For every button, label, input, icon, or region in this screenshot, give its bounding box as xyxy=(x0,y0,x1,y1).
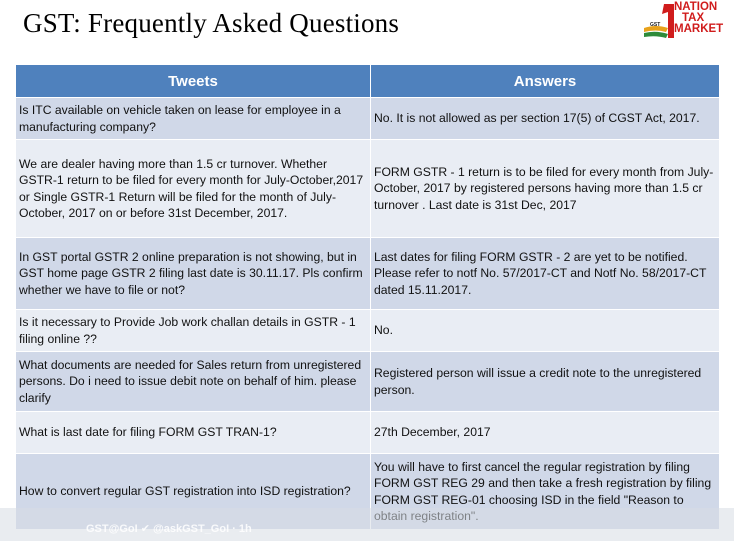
faq-table xyxy=(15,64,720,530)
answer-cell: No. It is not allowed as per section 17(5) of CGST Act, 2017. xyxy=(371,98,720,140)
answer-cell: Registered person will issue a credit note to the unregistered person. xyxy=(371,352,720,412)
table-row xyxy=(16,352,720,412)
answer-cell: FORM GSTR - 1 return is to be filed for every month from July-October, 2017 by registered persons having more than 1.5 cr turnover . Last date is 31st Dec, 2017 xyxy=(371,140,720,238)
answer-cell: You will have to first cancel the regular registration by filing FORM GST REG 29 and then take a fresh registration by filing FORM GST REG-01 choosing ISD in the field "Reason to xyxy=(371,454,720,530)
tweet-cell: In GST portal GSTR 2 online preparation is not showing, but in GST home page GSTR 2 filing last date is 30.11.17. Pls confirm whether we have to file or not? xyxy=(16,238,371,310)
answer-cell: Last dates for filing FORM GSTR - 2 are yet to be notified. Please refer to notf No. 57/2017-CT and Notf No. 58/2017-CT dated 15.11.2017. xyxy=(371,238,720,310)
table-row xyxy=(16,98,720,140)
table-header-row xyxy=(16,65,720,98)
tweet-cell: Is it necessary to Provide Job work challan details in GSTR - 1 filing online ?? xyxy=(16,310,371,352)
logo-line1: NATION xyxy=(674,1,718,13)
tweet-cell: We are dealer having more than 1.5 cr turnover. Whether GSTR-1 return to be filed for every month for July-October,2017 or Single GSTR-1 Return will be filed for the month of July-October, 2017 on or before 31st December, 2017. xyxy=(16,140,371,238)
logo xyxy=(642,2,734,42)
tweet-cell: What is last date for filing FORM GST TRAN-1? xyxy=(16,412,371,454)
answer-cell: 27th December, 2017 xyxy=(371,412,720,454)
table-row xyxy=(16,140,720,238)
logo-text xyxy=(674,2,723,35)
table-row xyxy=(16,310,720,352)
tweet-cell: How to convert regular GST registration into ISD registration? xyxy=(16,454,371,530)
tweet-cell: What documents are needed for Sales return from unregistered persons. Do i need to issue debit note on behalf of him. please clarify xyxy=(16,352,371,412)
table-row xyxy=(16,412,720,454)
logo-line3: MARKET xyxy=(674,23,724,35)
page-title: GST: Frequently Asked Questions xyxy=(23,8,400,38)
watermark-text: GST@GoI ✔ @askGST_GoI · 1h xyxy=(86,523,252,535)
header-tweets: Tweets xyxy=(16,65,371,98)
answer-cell: No. xyxy=(371,310,720,352)
header-answers: Answers xyxy=(371,65,720,98)
logo-line2: TAX xyxy=(682,12,705,24)
table-row xyxy=(16,238,720,310)
tweet-cell: Is ITC available on vehicle taken on lease for employee in a manufacturing company? xyxy=(16,98,371,140)
logo-mark: GST xyxy=(650,22,661,28)
tweet-watermark xyxy=(0,508,734,541)
